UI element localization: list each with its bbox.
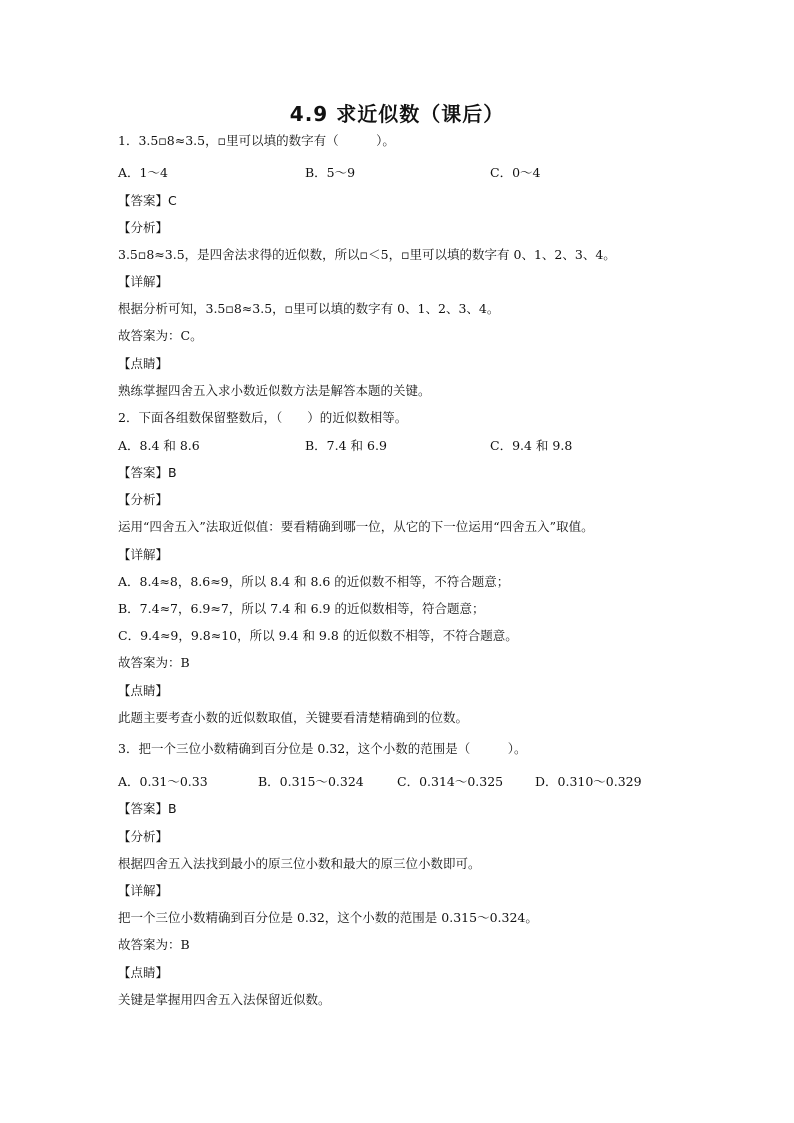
q1-comment: 熟练掌握四舍五入求小数近似数方法是解答本题的关键。 — [118, 383, 431, 398]
q2-stem: 2．下面各组数保留整数后，（ ）的近似数相等。 — [118, 410, 408, 425]
q1-option-a: A．1～4 — [118, 165, 168, 180]
q3-option-a: A．0.31～0.33 — [118, 774, 208, 789]
q1-comment-label: 【点睛】 — [118, 356, 169, 371]
q1-stem: 1．3.5▫8≈3.5，▫里可以填的数字有（ ）。 — [118, 133, 395, 148]
q3-analysis: 根据四舍五入法找到最小的原三位小数和最大的原三位小数即可。 — [118, 856, 481, 871]
q2-option-a: A．8.4 和 8.6 — [118, 438, 200, 453]
page-title: 4.9 求近似数（课后） — [289, 102, 505, 126]
q2-option-c: C．9.4 和 9.8 — [490, 438, 573, 453]
q3-conclusion: 故答案为：B — [118, 937, 190, 952]
q2-conclusion: 故答案为：B — [118, 655, 190, 670]
q3-option-b: B．0.315～0.324 — [258, 774, 364, 789]
q1-answer: 【答案】C — [118, 193, 177, 208]
q2-analysis-label: 【分析】 — [118, 492, 169, 507]
q2-comment-label: 【点睛】 — [118, 683, 169, 698]
q3-analysis-label: 【分析】 — [118, 829, 169, 844]
q1-option-b: B．5～9 — [305, 165, 356, 180]
q2-analysis: 运用“四舍五入”法取近似值：要看精确到哪一位，从它的下一位运用“四舍五入”取值。 — [118, 519, 594, 534]
q3-stem: 3．把一个三位小数精确到百分位是 0.32，这个小数的范围是（ ）。 — [118, 741, 527, 756]
q2-detail-b: B．7.4≈7，6.9≈7，所以 7.4 和 6.9 的近似数相等，符合题意； — [118, 601, 485, 616]
q2-option-b: B．7.4 和 6.9 — [305, 438, 387, 453]
q2-detail-label: 【详解】 — [118, 547, 169, 562]
q3-detail: 把一个三位小数精确到百分位是 0.32，这个小数的范围是 0.315～0.324。 — [118, 910, 538, 925]
q2-comment: 此题主要考查小数的近似数取值，关键要看清楚精确到的位数。 — [118, 710, 469, 725]
q3-detail-label: 【详解】 — [118, 883, 169, 898]
q3-option-d: D．0.310～0.329 — [535, 774, 642, 789]
q1-detail-label: 【详解】 — [118, 274, 169, 289]
q3-option-c: C．0.314～0.325 — [397, 774, 504, 789]
q1-analysis: 3.5▫8≈3.5，是四舍法求得的近似数，所以▫＜5，▫里可以填的数字有 0、1、2、3、4。 — [118, 247, 616, 262]
q1-conclusion: 故答案为：C。 — [118, 328, 203, 343]
q2-detail-a: A．8.4≈8，8.6≈9，所以 8.4 和 8.6 的近似数不相等，不符合题意； — [118, 574, 510, 589]
q1-detail: 根据分析可知，3.5▫8≈3.5，▫里可以填的数字有 0、1、2、3、4。 — [118, 301, 500, 316]
q3-comment: 关键是掌握用四舍五入法保留近似数。 — [118, 992, 331, 1007]
q3-answer: 【答案】B — [118, 801, 177, 816]
q2-detail-c: C．9.4≈9，9.8≈10，所以 9.4 和 9.8 的近似数不相等，不符合题意。 — [118, 628, 518, 643]
q1-option-c: C．0～4 — [490, 165, 541, 180]
q3-comment-label: 【点睛】 — [118, 965, 169, 980]
q2-answer: 【答案】B — [118, 465, 177, 480]
q1-analysis-label: 【分析】 — [118, 220, 169, 235]
